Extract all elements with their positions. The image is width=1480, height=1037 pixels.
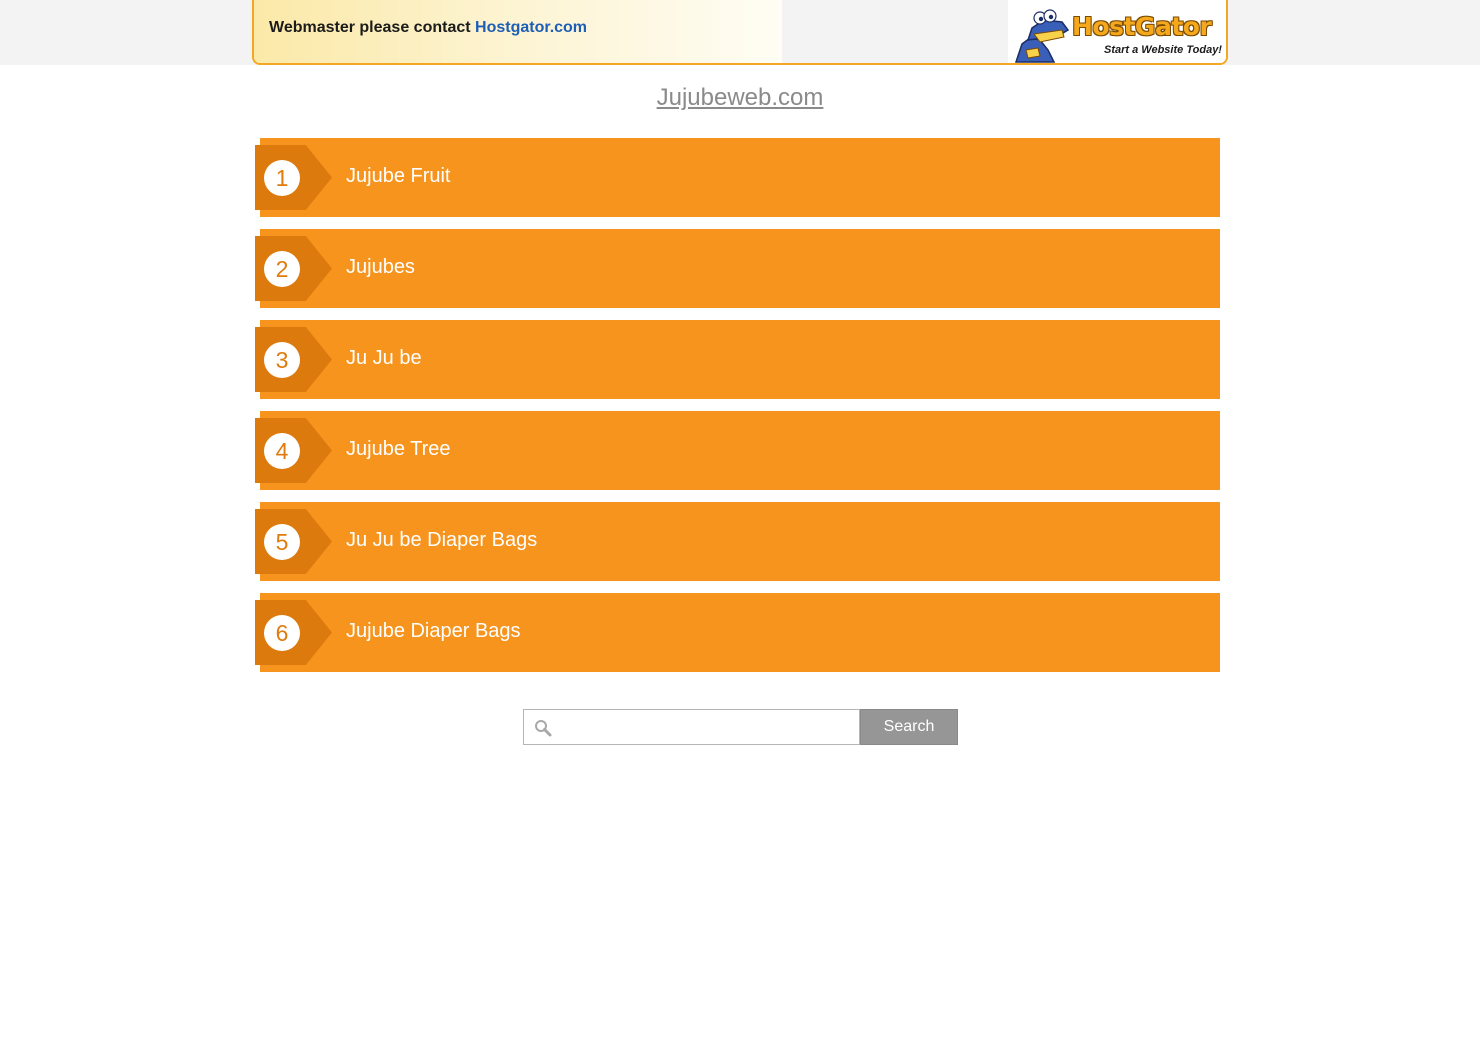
link-item-2[interactable] (255, 229, 1220, 308)
link-item-4[interactable] (255, 411, 1220, 490)
search-input[interactable] (558, 711, 858, 743)
link-label[interactable]: Ju Ju be Diaper Bags (346, 529, 538, 551)
hostgator-logo[interactable] (1008, 0, 1228, 63)
link-label[interactable]: Ju Ju be (346, 347, 422, 369)
hosting-banner (252, 0, 1228, 65)
search-icon (534, 719, 552, 737)
link-number-badge: 6 (264, 615, 300, 651)
link-number-badge: 2 (264, 251, 300, 287)
search-form (523, 709, 958, 745)
logo-tagline: Start a Website Today! (1104, 44, 1222, 56)
link-number-badge: 1 (264, 160, 300, 196)
search-button[interactable]: Search (860, 709, 958, 745)
gator-mascot-icon (1010, 4, 1072, 63)
banner-text: Webmaster please contact (269, 19, 471, 36)
related-links-list (255, 138, 1220, 684)
banner-message (269, 19, 587, 37)
hostgator-link[interactable]: Hostgator.com (475, 19, 588, 36)
link-label[interactable]: Jujube Diaper Bags (346, 620, 521, 642)
link-label[interactable]: Jujube Tree (346, 438, 451, 460)
link-item-3[interactable] (255, 320, 1220, 399)
link-label[interactable]: Jujubes (346, 256, 415, 278)
logo-brand: HostGator (1072, 12, 1212, 41)
link-item-5[interactable] (255, 502, 1220, 581)
link-number-badge: 3 (264, 342, 300, 378)
site-title-link[interactable]: Jujubeweb.com (656, 84, 824, 111)
link-number-badge: 5 (264, 524, 300, 560)
search-box (523, 709, 860, 745)
link-item-6[interactable] (255, 593, 1220, 672)
link-item-1[interactable] (255, 138, 1220, 217)
link-number-badge: 4 (264, 433, 300, 469)
link-label[interactable]: Jujube Fruit (346, 165, 451, 187)
site-title (0, 84, 1480, 112)
